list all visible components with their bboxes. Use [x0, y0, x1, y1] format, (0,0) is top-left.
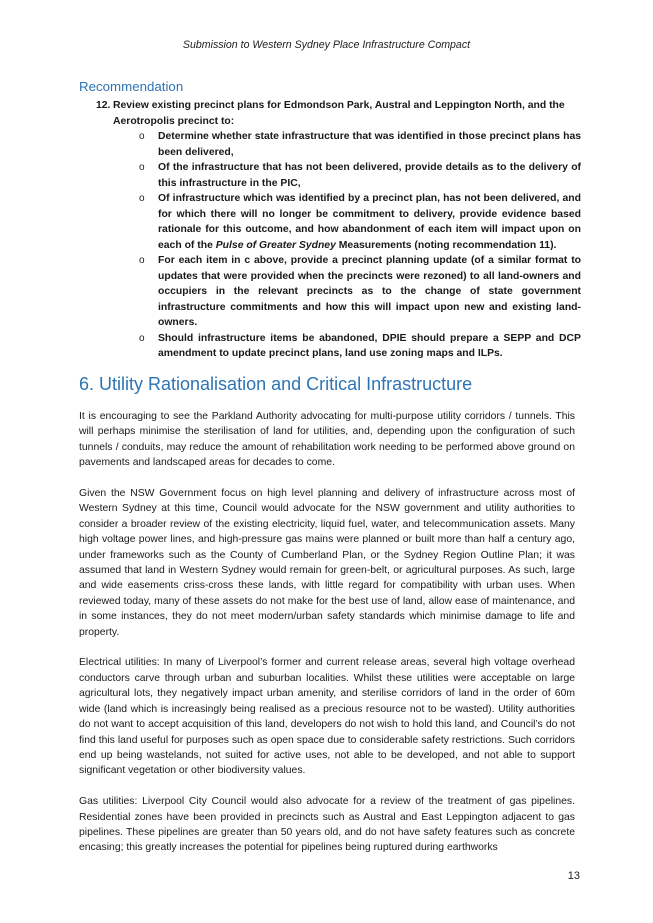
list-item [139, 160, 581, 191]
bullet-icon: o [139, 193, 145, 204]
list-item-text-after: Measurements (noting recommendation 11). [335, 239, 557, 251]
paragraph: It is encouraging to see the Parkland Authority advocating for multi-purpose utility corridors / tunnels. This will perhaps minimise the sterilisation of land for utilities, and, depending upon the configuration of such tunnels / conduits, may reduce the amount of rehabilitation work needing to be performed above ground on pavements and landscaped areas for decades to come. [79, 411, 575, 469]
pulse-of-greater-sydney-emphasis: Pulse of Greater Sydney [215, 239, 336, 251]
page-number: 13 [567, 870, 580, 882]
list-item [139, 331, 581, 362]
bullet-icon: o [139, 255, 145, 266]
recommendation-12 [96, 98, 580, 129]
page-header: Submission to Western Sydney Place Infrastructure Compact [182, 39, 471, 51]
list-item-text: Should infrastructure items be abandoned, DPIE should prepare a SEPP and DCP amendment to update precinct plans, land use zoning maps and ILPs. [158, 332, 581, 359]
list-item [139, 253, 581, 331]
paragraph: Electrical utilities: In many of Liverpool’s former and current release areas, several high voltage overhead conductors carve through urban and suburban localities. Whilst these utilities were acceptable on large agricultural lots, they negatively impact urban amenity, and sterilise corridors of land in the order of 60m wide (land which is increasingly being realised as a precious resource not to be wasted). Utility authorities do not want to accept acquisition of this land, developers do not wish to hold this land, and Council’s do not find this land useful for purposes such as open space due to considerable safety restrictions. Such corridors end up being wastelands, not suited for active uses, not able to be developed, and not able to support significant vegetation or other biodiversity values. [79, 657, 575, 777]
bullet-icon: o [139, 332, 145, 344]
list-item-text: Of the infrastructure that has not been delivered, provide details as to the delivery of this infrastructure in the PIC, [158, 162, 581, 189]
paragraph: Given the NSW Government focus on high level planning and delivery of infrastructure across most of Western Sydney at this time, Council would advocate for the NSW government and utility authorities to consider a broader review of the existing electricity, liquid fuel, water, and telecommunication assets. Many high voltage power lines, and high-pressure gas mains were planned or built more than half a century ago, under frameworks such as the County of Cumberland Plan, or the Sydney Region Outline Plan; it was assumed that land in Western Sydney would remain for green-belt, or agricultural purposes. As such, large and wide easements criss-cross these lands, with little regard for compatibility with urban uses. When reviewed today, many of these assets do not make for the best use of land, allow ease of maintenance, and in some instances, they do not meet modern/urban safety standards which minimise damage to life and property. [79, 488, 575, 638]
list-item-text: For each item in c above, provide a precinct planning update (of a similar format to updates that were provided when the precincts were rezoned) to all land-owners and occupiers in the relevant precincts as to the change of state government infrastructure commitments and how this will impact upon new and existing land-owners. [158, 255, 581, 328]
list-item [139, 191, 581, 253]
section-heading: 6. Utility Rationalisation and Critical Infrastructure [79, 374, 473, 394]
recommendation-text: Review existing precinct plans for Edmondson Park, Austral and Leppington North, and the Aerotropolis precinct to: [113, 100, 565, 127]
section-body [79, 409, 575, 871]
recommendation-number: 12. [96, 100, 111, 111]
recommendation-sub-list [139, 129, 581, 362]
list-item-text-before: Of infrastructure which was identified by a precinct plan, has not been delivered, and for which there will no longer be commitment to delivery, provide evidence based rationale for this outcome, and how abandonment of each item will impact upon on each of the [158, 193, 581, 251]
list-item [139, 129, 581, 160]
recommendation-heading: Recommendation [79, 79, 184, 94]
bullet-icon: o [139, 162, 145, 173]
paragraph: Gas utilities: Liverpool City Council would also advocate for a review of the treatment of gas pipelines. Residential zones have been provided in precincts such as Austral and East Leppington adjacent to gas pipelines. These pipelines are greater than 50 years old, and do not have safety features such as concrete encasing; this greatly increases the potential for pipelines being ruptured during earthworks [79, 796, 575, 854]
bullet-icon: o [139, 131, 145, 142]
list-item-text: Determine whether state infrastructure that was identified in those precinct plans has been delivered, [158, 131, 581, 158]
